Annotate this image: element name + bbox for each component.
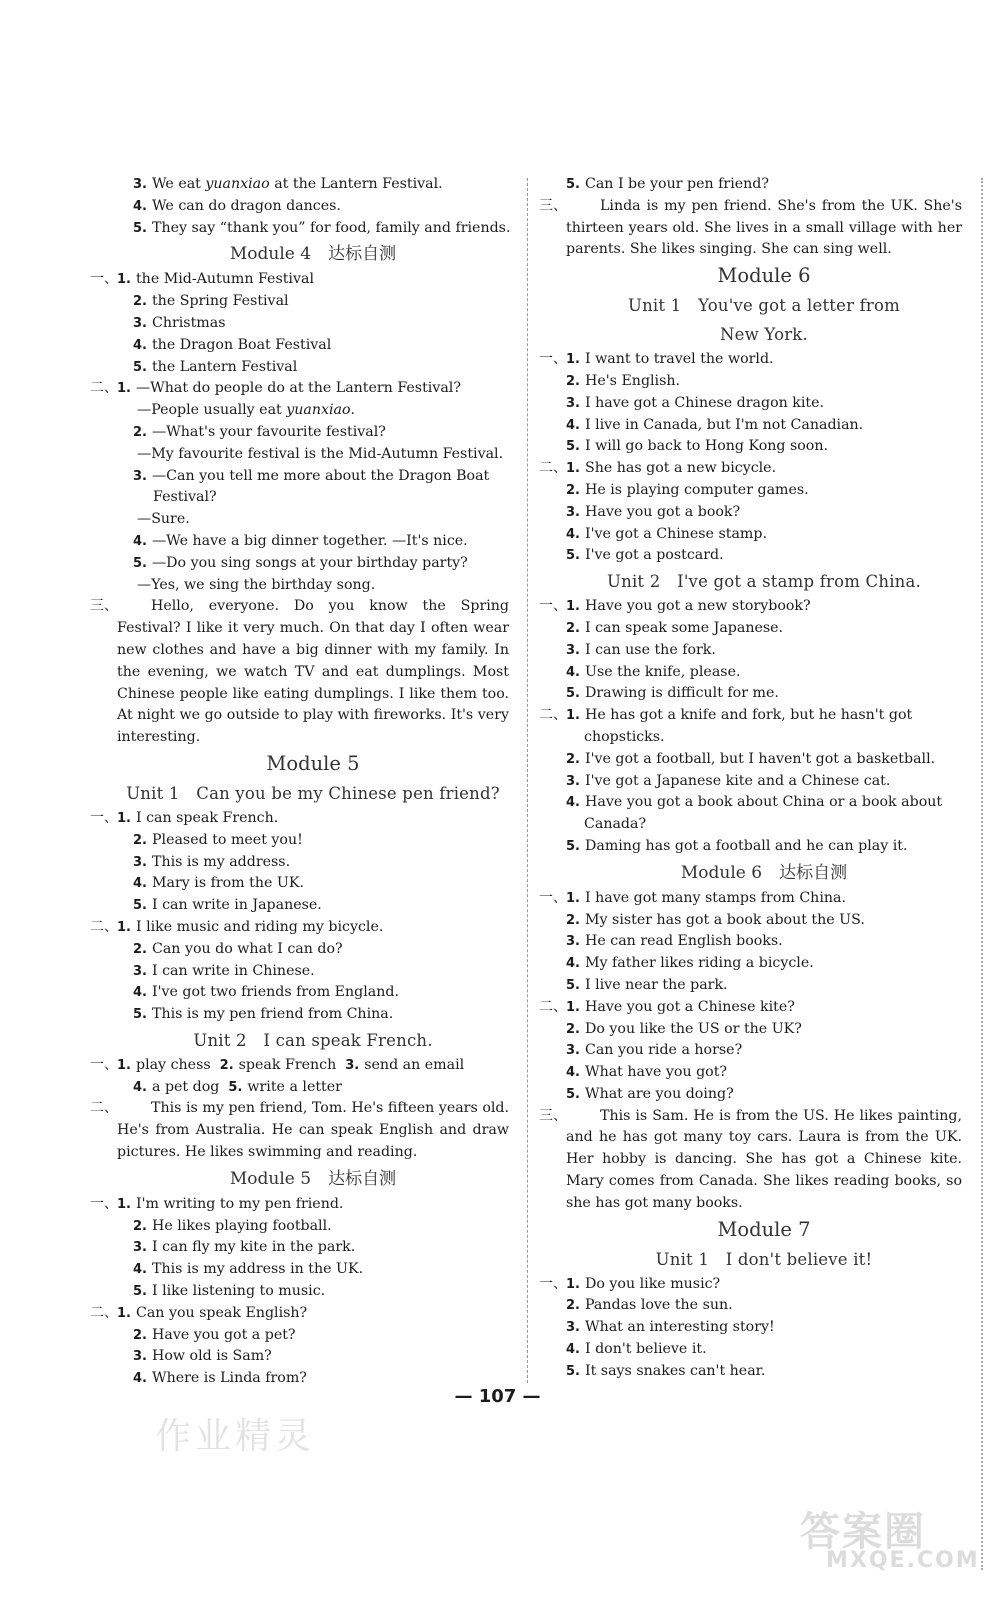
list-item: 5. Drawing is difficult for me. xyxy=(566,685,779,702)
list-item: 4. the Dragon Boat Festival xyxy=(133,336,332,353)
module-6-test-title: Module 6 达标自测 xyxy=(680,862,848,883)
list-item: 一、 1. I want to travel the world. xyxy=(539,351,774,368)
list-item: 5. They say “thank you” for food, family and friends. xyxy=(133,219,511,236)
list-item: 3. I've got a Japanese kite and a Chinese cat. xyxy=(566,772,891,789)
answer-paragraph: 三、 Hello, everyone. Do you know the Spring Festival? I like it very much. On that day I often wear new clothes and have a big dinner with my family. In the evening, we watch TV and eat dumplings. Most Chinese people like eating dumplings. I like them too. At night we go outside to play with fireworks. It's very interesting. xyxy=(90,598,509,746)
unit-title: Unit 1 Can you be my Chinese pen friend? xyxy=(126,783,500,803)
list-item: 5. I like listening to music. xyxy=(133,1283,326,1300)
dialogue-line: 3. —Can you tell me more about the Dragon Boat xyxy=(133,467,490,484)
unit-title: Unit 1 I don't believe it! xyxy=(655,1249,873,1269)
list-item: 3. He can read English books. xyxy=(566,933,783,950)
list-item: 2. Can you do what I can do? xyxy=(133,940,343,957)
list-item: 4. We can do dragon dances. xyxy=(133,197,341,214)
list-item: 3. I can fly my kite in the park. xyxy=(133,1239,356,1256)
list-item: 4. My father likes riding a bicycle. xyxy=(566,955,814,972)
dialogue-line: —People usually eat yuanxiao. xyxy=(137,402,356,419)
list-item: 4. a pet dog 5. write a letter xyxy=(133,1078,342,1095)
list-item: 2. He is playing computer games. xyxy=(566,481,809,498)
dialogue-line: —My favourite festival is the Mid-Autumn Festival. xyxy=(137,445,504,462)
list-item: 2. My sister has got a book about the US. xyxy=(566,911,865,928)
column-divider xyxy=(527,178,528,1383)
list-item: 2. He likes playing football. xyxy=(133,1217,332,1234)
module-4-test-title: Module 4 达标自测 xyxy=(229,244,397,265)
dialogue-line: 2. —What's your favourite festival? xyxy=(133,423,386,440)
answer-paragraph: 三、 This is Sam. He is from the US. He likes painting, and he has got many toy cars. Laura is from the UK. Her hobby is dancing. She has got a Chinese kite. Mary comes from Canada. She likes reading books, so she has got many books. xyxy=(539,1107,962,1211)
list-item: 4. I've got a Chinese stamp. xyxy=(566,525,767,542)
list-item: 3. Have you got a book? xyxy=(566,503,741,520)
list-item: 3. What an interesting story! xyxy=(566,1319,775,1336)
answer-paragraph: 二、 This is my pen friend, Tom. He's fifteen years old. He's from Australia. He can speak English and draw pictures. He likes swimming and reading. xyxy=(90,1100,509,1161)
list-item: 2. Pandas love the sun. xyxy=(566,1297,733,1314)
list-item: 二、 1. He has got a knife and fork, but he hasn't got xyxy=(539,707,913,724)
list-item: 一、 1. play chess 2. speak French 3. send an email xyxy=(90,1056,465,1073)
dialogue-line: —Yes, we sing the birthday song. xyxy=(137,576,376,593)
page-edge-decoration xyxy=(981,178,983,1570)
list-item: 3. I can write in Chinese. xyxy=(133,962,315,979)
list-item: 4. Where is Linda from? xyxy=(133,1370,307,1387)
list-item: 4. Mary is from the UK. xyxy=(133,875,304,892)
list-item: 5. Can I be your pen friend? xyxy=(566,176,769,192)
list-item: 5. the Lantern Festival xyxy=(133,358,298,375)
dialogue-line: —Sure. xyxy=(137,511,190,528)
list-item: 4. I live in Canada, but I'm not Canadian. xyxy=(566,416,864,433)
list-item: 4. This is my address in the UK. xyxy=(133,1261,364,1278)
list-item-continued: Canada? xyxy=(584,816,647,833)
right-column xyxy=(539,174,962,1383)
module-5-test-title: Module 5 达标自测 xyxy=(229,1168,397,1189)
list-item: 3. I have got a Chinese dragon kite. xyxy=(566,394,825,411)
left-column xyxy=(90,174,511,1390)
list-item: 3. This is my address. xyxy=(133,853,291,870)
module-7-title: Module 7 xyxy=(717,1217,811,1241)
list-item: 2. I've got a football, but I haven't got a basketball. xyxy=(566,750,936,767)
unit-title-continued: New York. xyxy=(720,325,808,345)
list-item: 2. Do you like the US or the UK? xyxy=(566,1020,802,1037)
list-item: 3. Christmas xyxy=(133,314,226,331)
page-number: — 107 — xyxy=(454,1386,541,1407)
list-item: 3. How old is Sam? xyxy=(133,1348,272,1365)
list-item: 5. This is my pen friend from China. xyxy=(133,1006,394,1023)
list-item: 2. I can speak some Japanese. xyxy=(566,619,784,636)
list-item: 一、 1. I'm writing to my pen friend. xyxy=(90,1195,344,1212)
list-item: 5. I live near the park. xyxy=(566,976,728,993)
list-item: 4. Use the knife, please. xyxy=(566,663,741,680)
module-5-title: Module 5 xyxy=(266,751,360,775)
list-item: 5. It says snakes can't hear. xyxy=(566,1362,766,1379)
watermark-text: 作业精灵 xyxy=(155,1416,316,1457)
list-item: 4. Have you got a book about China or a book about xyxy=(566,794,943,811)
list-item: 5. I've got a postcard. xyxy=(566,547,724,564)
list-item: 5. What are you doing? xyxy=(566,1085,734,1102)
list-item: 2. Have you got a pet? xyxy=(133,1326,296,1343)
unit-title: Unit 2 I've got a stamp from China. xyxy=(607,572,921,592)
dialogue-line: 5. —Do you sing songs at your birthday party? xyxy=(133,554,468,571)
list-item: 一、 1. I have got many stamps from China. xyxy=(539,889,846,906)
unit-title: Unit 1 You've got a letter from xyxy=(628,296,900,316)
list-item: 2. He's English. xyxy=(566,372,681,389)
watermark-logo: 答案圈 xyxy=(800,1509,926,1555)
list-item: 5. I will go back to Hong Kong soon. xyxy=(566,438,828,455)
dialogue-line: 4. —We have a big dinner together. —It's nice. xyxy=(133,532,468,549)
list-item: 3. I can use the fork. xyxy=(566,641,716,658)
list-item: 3. We eat yuanxiao at the Lantern Festival. xyxy=(133,176,443,192)
list-item: 5. Daming has got a football and he can play it. xyxy=(566,837,908,854)
list-item: 3. Can you ride a horse? xyxy=(566,1042,743,1059)
list-item: 4. What have you got? xyxy=(566,1064,728,1081)
list-item: 二、 1. Have you got a Chinese kite? xyxy=(539,998,795,1015)
list-item: 2. Pleased to meet you! xyxy=(133,831,303,848)
dialogue-line: Festival? xyxy=(153,489,217,506)
list-item-continued: chopsticks. xyxy=(584,728,665,745)
module-6-title: Module 6 xyxy=(717,264,811,288)
list-item: 一、 1. Have you got a new storybook? xyxy=(539,598,811,615)
list-item: 2. the Spring Festival xyxy=(133,293,289,310)
dialogue-line: 二、 1. —What do people do at the Lantern Festival? xyxy=(90,380,461,397)
list-item: 二、 1. She has got a new bicycle. xyxy=(539,460,777,477)
list-item: 二、 1. Can you speak English? xyxy=(90,1304,308,1321)
list-item: 二、 1. I like music and riding my bicycle. xyxy=(90,918,384,935)
list-item: 5. I can write in Japanese. xyxy=(133,897,322,914)
unit-title: Unit 2 I can speak French. xyxy=(193,1030,433,1050)
list-item: 4. I don't believe it. xyxy=(566,1341,707,1358)
list-item: 一、 1. the Mid-Autumn Festival xyxy=(90,271,314,288)
list-item: 一、 1. I can speak French. xyxy=(90,809,279,826)
list-item: 一、 1. Do you like music? xyxy=(539,1275,721,1292)
list-item: 4. I've got two friends from England. xyxy=(133,984,399,1001)
watermark-site: MXQE.COM xyxy=(826,1548,980,1573)
answer-paragraph: 三、 Linda is my pen friend. She's from the UK. She's thirteen years old. She lives in a small village with her parents. She likes singing. She can sing well. xyxy=(539,197,962,258)
